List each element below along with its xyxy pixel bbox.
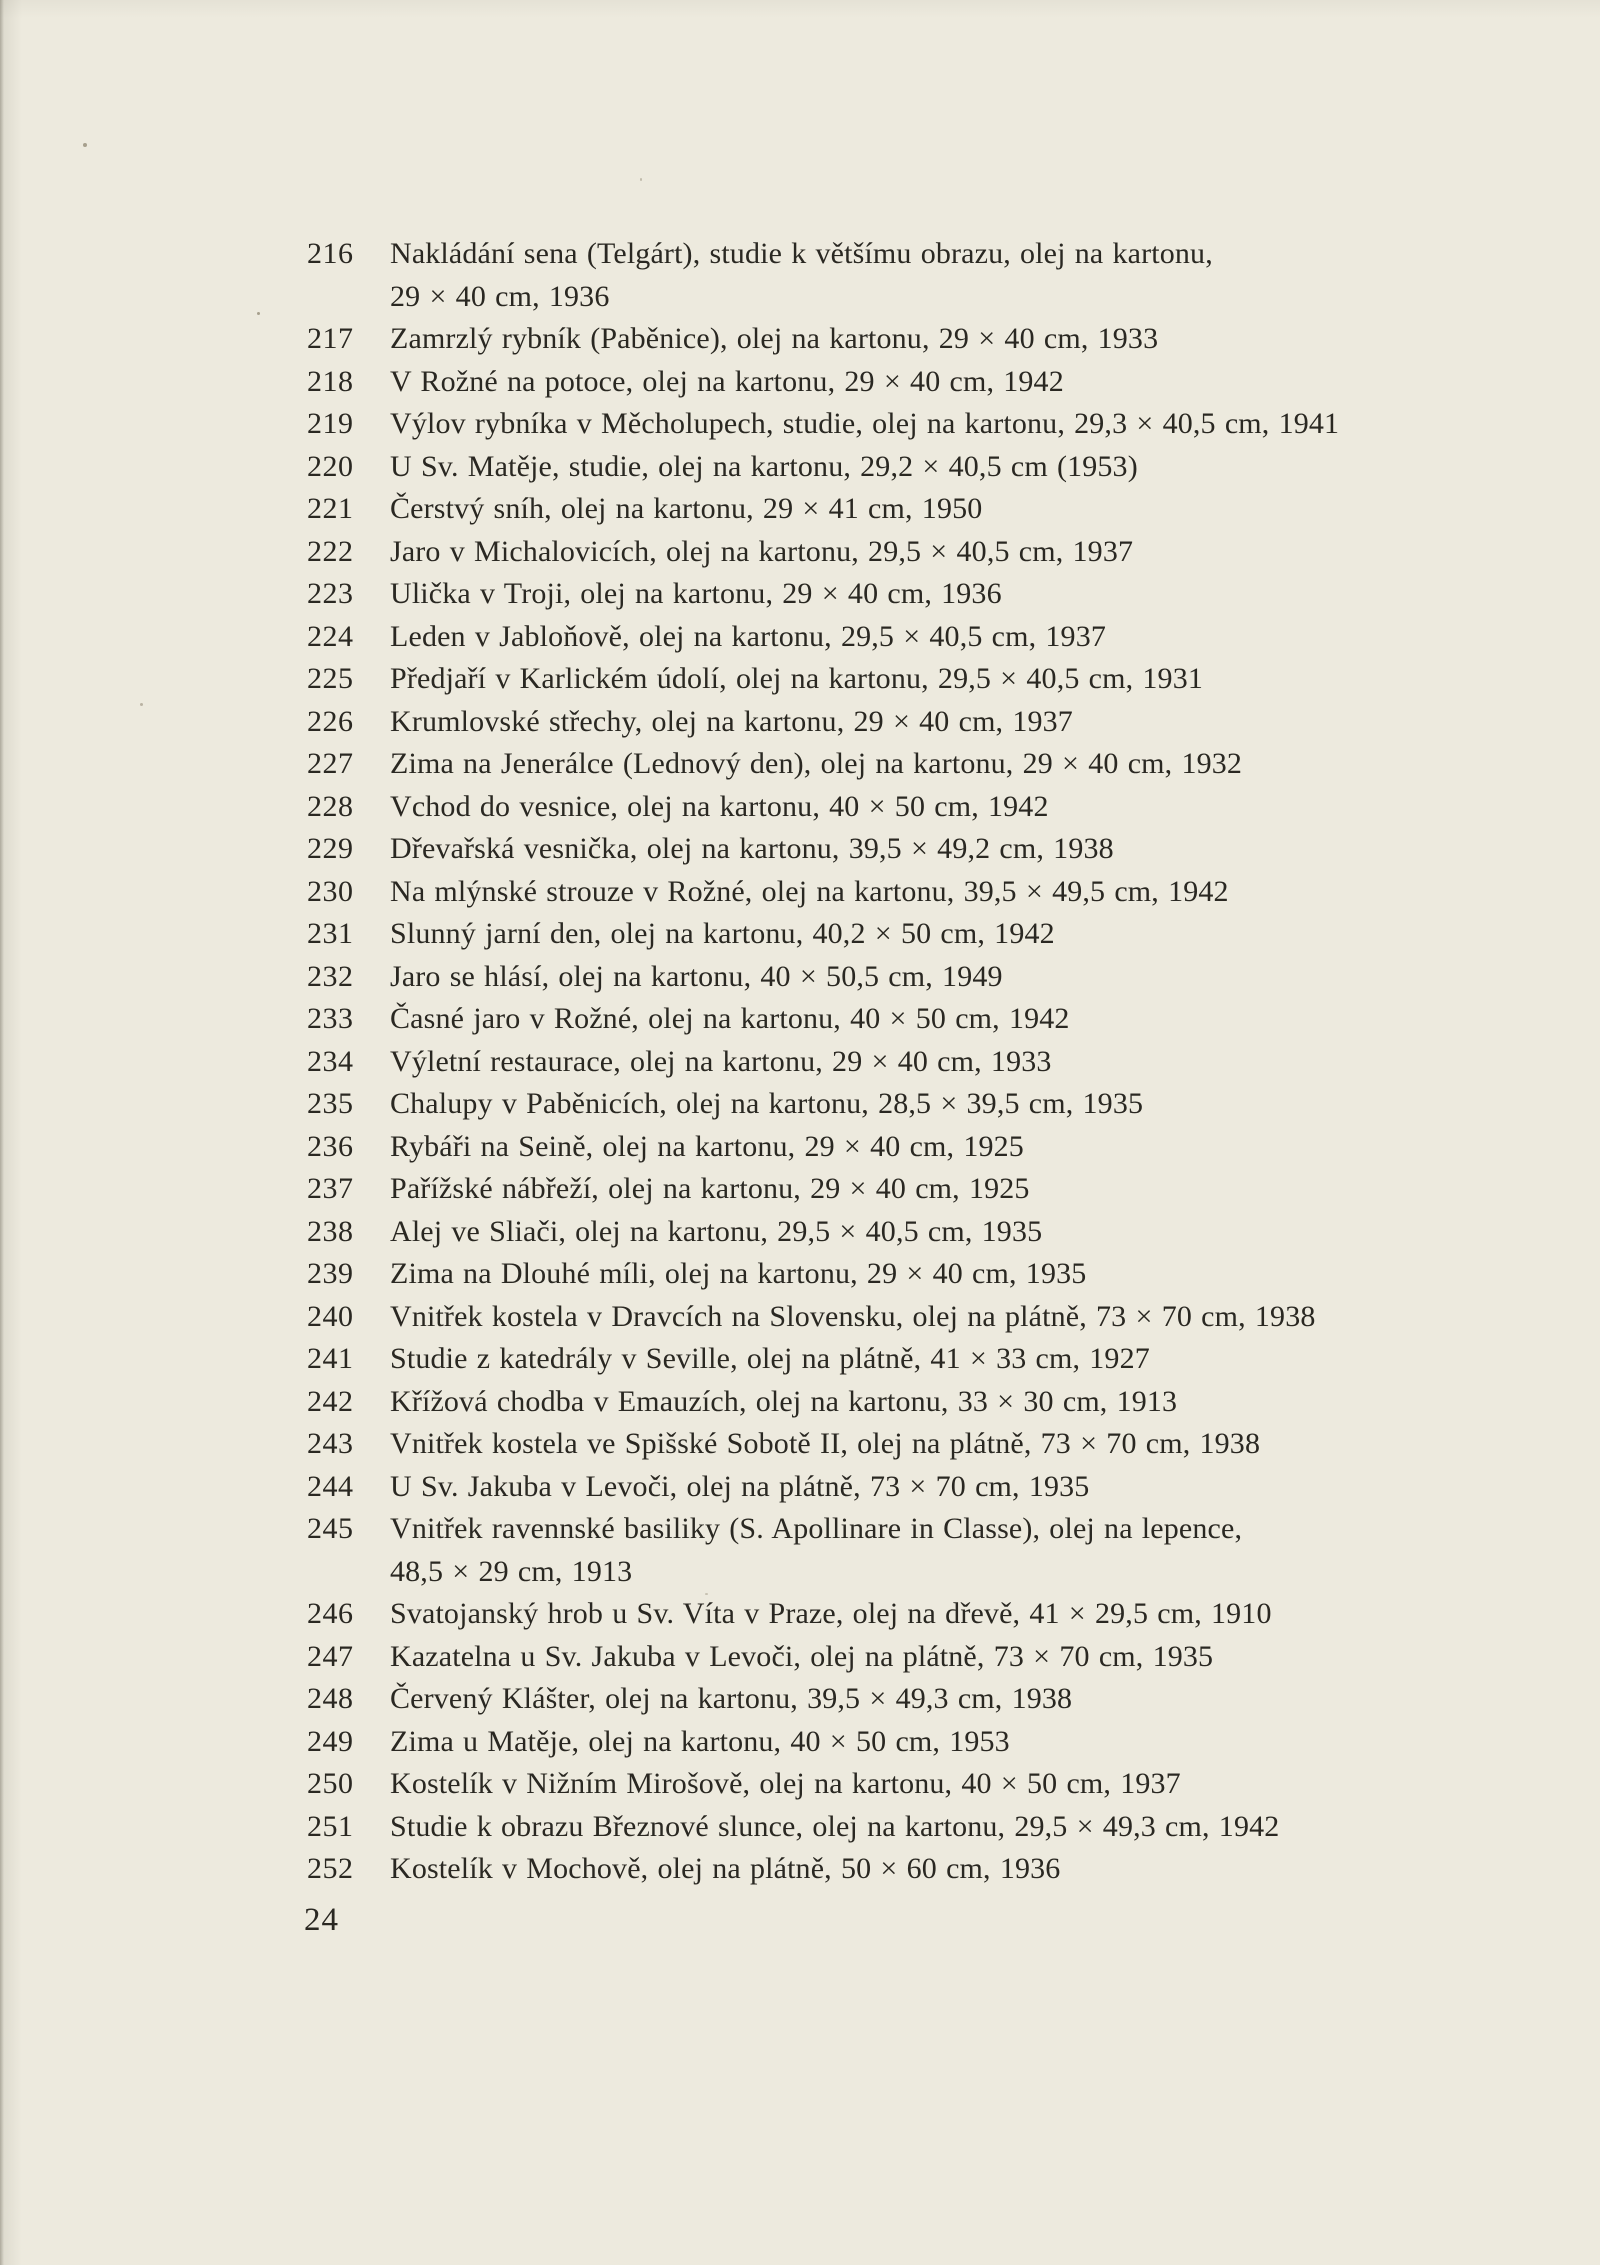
catalog-entry: [307, 1041, 1487, 1084]
entry-number: 247: [307, 1639, 354, 1673]
entry-number: 227: [307, 747, 354, 780]
entry-text: [390, 488, 1487, 531]
catalog-entry: [307, 1253, 1487, 1296]
entry-number: 246: [307, 1597, 354, 1630]
page-number: 24: [304, 1902, 339, 1938]
entry-number: 224: [307, 619, 354, 653]
entry-text: [390, 233, 1487, 318]
entry-text: [390, 1763, 1487, 1806]
entry-text: [390, 1381, 1487, 1424]
catalog-entry: [307, 1806, 1487, 1849]
entry-number: 226: [307, 704, 354, 738]
catalog-entry: [307, 1721, 1487, 1764]
catalog-entry: [307, 318, 1487, 361]
entry-number: 219: [307, 407, 354, 440]
entry-line: Ulička v Troji, olej na kartonu, 29 × 40 cm, 1936: [390, 577, 1002, 610]
catalog-entry: [307, 1763, 1487, 1806]
entry-line: Rybáři na Seině, olej na kartonu, 29 × 40 cm, 1925: [390, 1129, 1024, 1163]
entry-text: [390, 531, 1487, 574]
entry-line: Na mlýnské strouze v Rožné, olej na kartonu, 39,5 × 49,5 cm, 1942: [390, 874, 1229, 908]
entry-text: [390, 998, 1487, 1041]
entry-line: Čerstvý sníh, olej na kartonu, 29 × 41 cm, 1950: [390, 492, 983, 525]
entry-number: 230: [307, 874, 354, 908]
entry-number: 236: [307, 1129, 354, 1163]
entry-number: 222: [307, 534, 354, 568]
entry-line: 48,5 × 29 cm, 1913: [390, 1554, 633, 1588]
entry-number: 239: [307, 1257, 354, 1290]
entry-text: [390, 1168, 1487, 1211]
paper-speck: [140, 703, 143, 706]
catalog-entry: [307, 956, 1487, 999]
catalog-entry: [307, 701, 1487, 744]
entry-number: 244: [307, 1469, 354, 1503]
catalog-entry: [307, 743, 1487, 786]
catalog-entry: [307, 1593, 1487, 1636]
entry-number: 245: [307, 1512, 354, 1545]
entry-line: Leden v Jabloňově, olej na kartonu, 29,5 × 40,5 cm, 1937: [390, 619, 1107, 653]
catalog-entry: [307, 913, 1487, 956]
entry-number: 237: [307, 1172, 354, 1205]
entry-number: 234: [307, 1044, 354, 1078]
entry-number: 249: [307, 1724, 354, 1758]
entry-text: [390, 1296, 1487, 1339]
entry-text: [390, 1508, 1487, 1593]
entry-number: 250: [307, 1767, 354, 1800]
entry-line: Předjaří v Karlickém údolí, olej na kartonu, 29,5 × 40,5 cm, 1931: [390, 662, 1204, 695]
entry-number: 242: [307, 1384, 354, 1418]
entry-line: Alej ve Sliači, olej na kartonu, 29,5 × 40,5 cm, 1935: [390, 1214, 1043, 1248]
entry-text: [390, 913, 1487, 956]
entry-line: Časné jaro v Rožné, olej na kartonu, 40 × 50 cm, 1942: [390, 1002, 1070, 1035]
entry-line: Výlov rybníka v Měcholupech, studie, olej na kartonu, 29,3 × 40,5 cm, 1941: [390, 407, 1340, 440]
entry-line: Zima u Matěje, olej na kartonu, 40 × 50 cm, 1953: [390, 1724, 1010, 1758]
entry-text: [390, 318, 1487, 361]
catalog-entry: [307, 616, 1487, 659]
entry-number: 216: [307, 237, 354, 270]
entry-line: Studie z katedrály v Seville, olej na plátně, 41 × 33 cm, 1927: [390, 1342, 1150, 1375]
catalog-entry: [307, 573, 1487, 616]
entry-number: 228: [307, 789, 354, 823]
entry-number: 218: [307, 364, 354, 398]
entry-number: 238: [307, 1214, 354, 1248]
entry-line: Jaro se hlásí, olej na kartonu, 40 × 50,5 cm, 1949: [390, 959, 1003, 993]
catalog-entry: [307, 1168, 1487, 1211]
entry-number: 229: [307, 832, 354, 865]
catalog-entry: [307, 828, 1487, 871]
entry-number: 235: [307, 1087, 354, 1120]
entry-text: [390, 446, 1487, 489]
entry-text: [390, 361, 1487, 404]
entry-text: [390, 1126, 1487, 1169]
catalog-entry: [307, 1211, 1487, 1254]
entry-line: Kostelík v Nižním Mirošově, olej na kartonu, 40 × 50 cm, 1937: [390, 1767, 1181, 1800]
entry-line: Pařížské nábřeží, olej na kartonu, 29 × 40 cm, 1925: [390, 1172, 1030, 1205]
catalog-entry: [307, 1381, 1487, 1424]
catalog-list: [307, 233, 1487, 1891]
catalog-entry: [307, 1126, 1487, 1169]
entry-number: 223: [307, 577, 354, 610]
catalog-entry: [307, 1508, 1487, 1593]
entry-text: [390, 1338, 1487, 1381]
entry-line: Chalupy v Paběnicích, olej na kartonu, 28,5 × 39,5 cm, 1935: [390, 1087, 1144, 1120]
entry-line: Vnitřek kostela ve Spišské Sobotě II, olej na plátně, 73 × 70 cm, 1938: [390, 1427, 1261, 1460]
entry-number: 241: [307, 1342, 354, 1375]
entry-text: [390, 1806, 1487, 1849]
entry-number: 231: [307, 917, 354, 950]
entry-number: 243: [307, 1427, 354, 1460]
entry-text: [390, 1636, 1487, 1679]
entry-line: Slunný jarní den, olej na kartonu, 40,2 × 50 cm, 1942: [390, 917, 1055, 950]
entry-number: 233: [307, 1002, 354, 1035]
entry-line: Výletní restaurace, olej na kartonu, 29 × 40 cm, 1933: [390, 1044, 1052, 1078]
entry-line: Křížová chodba v Emauzích, olej na kartonu, 33 × 30 cm, 1913: [390, 1384, 1178, 1418]
entry-number: 248: [307, 1682, 354, 1715]
catalog-entry: [307, 786, 1487, 829]
entry-text: [390, 1848, 1487, 1891]
entry-line: Svatojanský hrob u Sv. Víta v Praze, olej na dřevě, 41 × 29,5 cm, 1910: [390, 1597, 1272, 1630]
entry-line: Vnitřek kostela v Dravcích na Slovensku, olej na plátně, 73 × 70 cm, 1938: [390, 1299, 1316, 1333]
entry-line: Kazatelna u Sv. Jakuba v Levoči, olej na plátně, 73 × 70 cm, 1935: [390, 1639, 1214, 1673]
entry-line: Vnitřek ravennské basiliky (S. Apollinare in Classe), olej na lepence,: [390, 1512, 1243, 1545]
entry-number: 240: [307, 1299, 354, 1333]
entry-text: [390, 1721, 1487, 1764]
entry-text: [390, 403, 1487, 446]
entry-line: U Sv. Jakuba v Levoči, olej na plátně, 73 × 70 cm, 1935: [390, 1469, 1090, 1503]
catalog-entry: [307, 403, 1487, 446]
entry-text: [390, 1253, 1487, 1296]
catalog-entry: [307, 998, 1487, 1041]
paper-speck: [640, 178, 642, 181]
catalog-entry: [307, 1338, 1487, 1381]
entry-number: 252: [307, 1852, 354, 1885]
entry-number: 225: [307, 662, 354, 695]
catalog-entry: [307, 361, 1487, 404]
entry-line: Vchod do vesnice, olej na kartonu, 40 × 50 cm, 1942: [390, 789, 1049, 823]
entry-text: [390, 1041, 1487, 1084]
entry-line: Červený Klášter, olej na kartonu, 39,5 × 49,3 cm, 1938: [390, 1682, 1073, 1715]
entry-text: [390, 1211, 1487, 1254]
entry-line: U Sv. Matěje, studie, olej na kartonu, 29,2 × 40,5 cm (1953): [390, 449, 1138, 483]
catalog-entry: [307, 1466, 1487, 1509]
entry-text: [390, 871, 1487, 914]
entry-number: 251: [307, 1809, 354, 1843]
entry-line: Jaro v Michalovicích, olej na kartonu, 29,5 × 40,5 cm, 1937: [390, 534, 1134, 568]
entry-text: [390, 956, 1487, 999]
entry-number: 217: [307, 322, 354, 355]
entry-text: [390, 658, 1487, 701]
catalog-entry: [307, 531, 1487, 574]
entry-text: [390, 1423, 1487, 1466]
entry-line: Zima na Dlouhé míli, olej na kartonu, 29 × 40 cm, 1935: [390, 1257, 1087, 1290]
entry-line: 29 × 40 cm, 1936: [390, 279, 610, 313]
entry-number: 232: [307, 959, 354, 993]
catalog-entry: [307, 446, 1487, 489]
catalog-entry: [307, 871, 1487, 914]
entry-line: Zima na Jenerálce (Lednový den), olej na kartonu, 29 × 40 cm, 1932: [390, 747, 1243, 780]
entry-number: 221: [307, 492, 354, 525]
entry-text: [390, 701, 1487, 744]
catalog-entry: [307, 488, 1487, 531]
entry-text: [390, 1593, 1487, 1636]
entry-line: Zamrzlý rybník (Paběnice), olej na kartonu, 29 × 40 cm, 1933: [390, 322, 1159, 355]
paper-speck: [257, 312, 260, 315]
catalog-entry: [307, 1296, 1487, 1339]
catalog-entry: [307, 233, 1487, 318]
entry-text: [390, 1678, 1487, 1721]
entry-text: [390, 743, 1487, 786]
entry-number: 220: [307, 449, 354, 483]
catalog-entry: [307, 1678, 1487, 1721]
entry-line: Dřevařská vesnička, olej na kartonu, 39,5 × 49,2 cm, 1938: [390, 832, 1114, 865]
entry-line: Studie k obrazu Březnové slunce, olej na kartonu, 29,5 × 49,3 cm, 1942: [390, 1809, 1280, 1843]
entry-line: Krumlovské střechy, olej na kartonu, 29 × 40 cm, 1937: [390, 704, 1073, 738]
entry-text: [390, 1466, 1487, 1509]
entry-line: Kostelík v Mochově, olej na plátně, 50 × 60 cm, 1936: [390, 1852, 1061, 1885]
entry-text: [390, 828, 1487, 871]
entry-text: [390, 1083, 1487, 1126]
catalog-entry: [307, 1636, 1487, 1679]
entry-text: [390, 616, 1487, 659]
entry-text: [390, 573, 1487, 616]
catalog-entry: [307, 1423, 1487, 1466]
catalog-entry: [307, 658, 1487, 701]
catalog-entry: [307, 1848, 1487, 1891]
paper-speck: [83, 143, 87, 147]
catalog-entry: [307, 1083, 1487, 1126]
entry-line: Nakládání sena (Telgárt), studie k většímu obrazu, olej na kartonu,: [390, 237, 1213, 270]
entry-text: [390, 786, 1487, 829]
entry-line: V Rožné na potoce, olej na kartonu, 29 × 40 cm, 1942: [390, 364, 1064, 398]
